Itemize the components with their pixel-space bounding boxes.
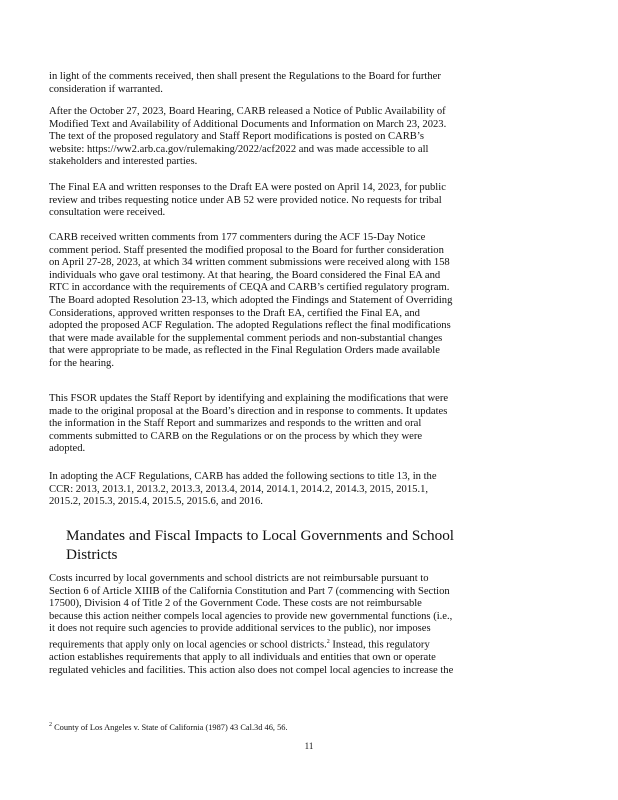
section-heading bbox=[66, 526, 536, 564]
text-line: Modified Text and Availability of Additional Documents and Information on March 23, 2023. bbox=[49, 118, 447, 130]
text-line: adopted the proposed ACF Regulation. The adopted Regulations reflect the final modifications bbox=[49, 320, 451, 332]
text-line: In adopting the ACF Regulations, CARB has added the following sections to title 13, in the bbox=[49, 471, 437, 482]
footnote-marker: 2 bbox=[49, 722, 52, 728]
text-line: Costs incurred by local governments and school districts are not reimbursable pursuant to bbox=[49, 573, 429, 584]
paragraph-intro bbox=[49, 71, 567, 96]
paragraph-final-ea bbox=[49, 182, 567, 220]
text-line: 17500), Division 4 of Title 2 of the Government Code. These costs are not reimbursable bbox=[49, 598, 422, 610]
text-line: that were made available for the supplemental comment periods and non-substantial changes bbox=[49, 332, 443, 344]
text-line: on April 27-28, 2023, at which 34 written comment submissions were received along with 158 bbox=[49, 257, 450, 269]
heading-line: Mandates and Fiscal Impacts to Local Governments and School bbox=[66, 527, 455, 544]
text-line: The text of the proposed regulatory and Staff Report modifications is posted on CARB’s bbox=[49, 131, 424, 143]
text-line: Considerations, approved written responses to the Draft EA, certified the Final EA, and bbox=[49, 307, 420, 319]
paragraph-fsor bbox=[49, 393, 567, 456]
footnote bbox=[49, 720, 569, 733]
text-line: action establishes requirements that apply to all individuals and entities that own or operate bbox=[49, 652, 436, 664]
heading-line: Districts bbox=[66, 546, 118, 563]
paragraph-mandates bbox=[49, 573, 567, 677]
text-line: consideration if warranted. bbox=[49, 83, 163, 95]
text-line: that were appropriate to be made, as reflected in the Final Regulation Orders made available bbox=[49, 345, 440, 357]
text-fragment: requirements that apply only on local agencies or school districts. bbox=[49, 639, 327, 651]
text-line: comment period. Staff presented the modified proposal to the Board for further consideration bbox=[49, 244, 444, 256]
text-line: After the October 27, 2023, Board Hearing, CARB released a Notice of Public Availability of bbox=[49, 106, 446, 117]
paragraph-comments bbox=[49, 232, 567, 371]
text-line: in light of the comments received, then shall present the Regulations to the Board for further bbox=[49, 71, 441, 82]
text-line: comments submitted to CARB on the Regulations or on the process by which they were bbox=[49, 430, 423, 442]
text-line bbox=[49, 636, 567, 652]
text-line: made to the original proposal at the Board’s direction and in response to comments. It updates bbox=[49, 405, 448, 417]
page-number: 11 bbox=[304, 741, 314, 751]
footnote-reference[interactable]: 2 bbox=[326, 638, 330, 645]
paragraph-board-hearing bbox=[49, 106, 567, 169]
text-line: 2015.2, 2015.3, 2015.4, 2015.5, 2015.6, and 2016. bbox=[49, 496, 263, 508]
text-line: it does not require such agencies to provide additional services to the public), nor imposes bbox=[49, 623, 431, 635]
text-line: because this action neither compels local agencies to provide new governmental functions (i.e., bbox=[49, 610, 453, 622]
text-line: The Final EA and written responses to the Draft EA were posted on April 14, 2023, for public bbox=[49, 182, 446, 193]
footnote-text: County of Los Angeles v. State of California (1987) 43 Cal.3d 46, 56. bbox=[54, 722, 288, 732]
text-line: stakeholders and interested parties. bbox=[49, 156, 198, 168]
text-line: RTC in accordance with the requirements of CEQA and CARB’s certified regulatory program. bbox=[49, 282, 450, 294]
text-line: This FSOR updates the Staff Report by identifying and explaining the modifications that were bbox=[49, 393, 449, 404]
text-line: Section 6 of Article XIIIB of the California Constitution and Part 7 (commencing with Section bbox=[49, 585, 450, 597]
text-line: CARB received written comments from 177 commenters during the ACF 15-Day Notice bbox=[49, 232, 426, 243]
paragraph-sections-added bbox=[49, 471, 567, 509]
text-line: regulated vehicles and facilities. This action also does not compel local agencies to increase the bbox=[49, 664, 454, 676]
text-fragment: Instead, this regulatory bbox=[332, 639, 430, 651]
text-line: CCR: 2013, 2013.1, 2013.2, 2013.3, 2013.4, 2014, 2014.1, 2014.2, 2014.3, 2015, 2015.1, bbox=[49, 483, 429, 495]
text-line: for the hearing. bbox=[49, 357, 115, 369]
text-line: the information in the Staff Report and summarizes and responds to the written and oral bbox=[49, 418, 422, 430]
text-line: consultation were received. bbox=[49, 207, 166, 219]
text-line: individuals who gave oral testimony. At that hearing, the Board considered the Final EA and bbox=[49, 269, 441, 281]
text-line: website: https://ww2.arb.ca.gov/rulemaking/2022/acf2022 and was made accessible to all bbox=[49, 143, 429, 155]
text-line: adopted. bbox=[49, 443, 86, 455]
text-line: review and tribes requesting notice under AB 52 were provided notice. No requests for tribal bbox=[49, 194, 442, 206]
text-line: The Board adopted Resolution 23-13, which adopted the Findings and Statement of Overriding bbox=[49, 294, 453, 306]
